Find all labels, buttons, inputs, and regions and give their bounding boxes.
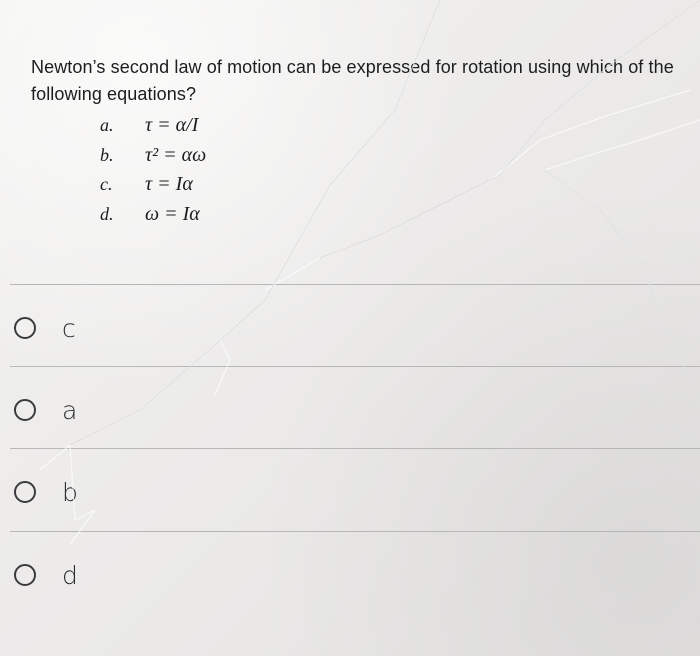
equation-formula: ω = Iα [145,202,200,225]
equation-letter: a. [100,115,114,136]
answer-option-c[interactable] [14,291,314,365]
equation-row-a [100,111,320,141]
radio-button[interactable] [14,481,36,503]
option-label: c [62,313,76,343]
radio-button[interactable] [14,317,36,339]
option-divider [10,284,700,285]
option-divider [10,531,700,532]
equation-formula: τ = Iα [145,173,193,196]
answer-option-a[interactable] [14,373,314,447]
answer-option-d[interactable] [14,538,314,612]
equation-letter: c. [100,174,113,195]
question-text: Newton’s second law of motion can be expressed for rotation using which of the following equations? [31,57,674,104]
option-label: b [62,477,78,507]
equation-row-d [100,200,320,230]
option-divider [10,448,700,449]
option-label: d [62,560,78,590]
equation-formula: τ = α/I [145,114,199,137]
radio-button[interactable] [14,564,36,586]
radio-button[interactable] [14,399,36,421]
equation-list [100,111,320,229]
equation-row-b [100,141,320,171]
option-divider [10,366,700,367]
option-label: a [62,395,78,425]
equation-formula: τ² = αω [145,143,207,166]
equation-letter: b. [100,144,114,165]
equation-row-c [100,170,320,200]
equation-letter: d. [100,203,114,224]
answer-option-b[interactable] [14,455,314,529]
